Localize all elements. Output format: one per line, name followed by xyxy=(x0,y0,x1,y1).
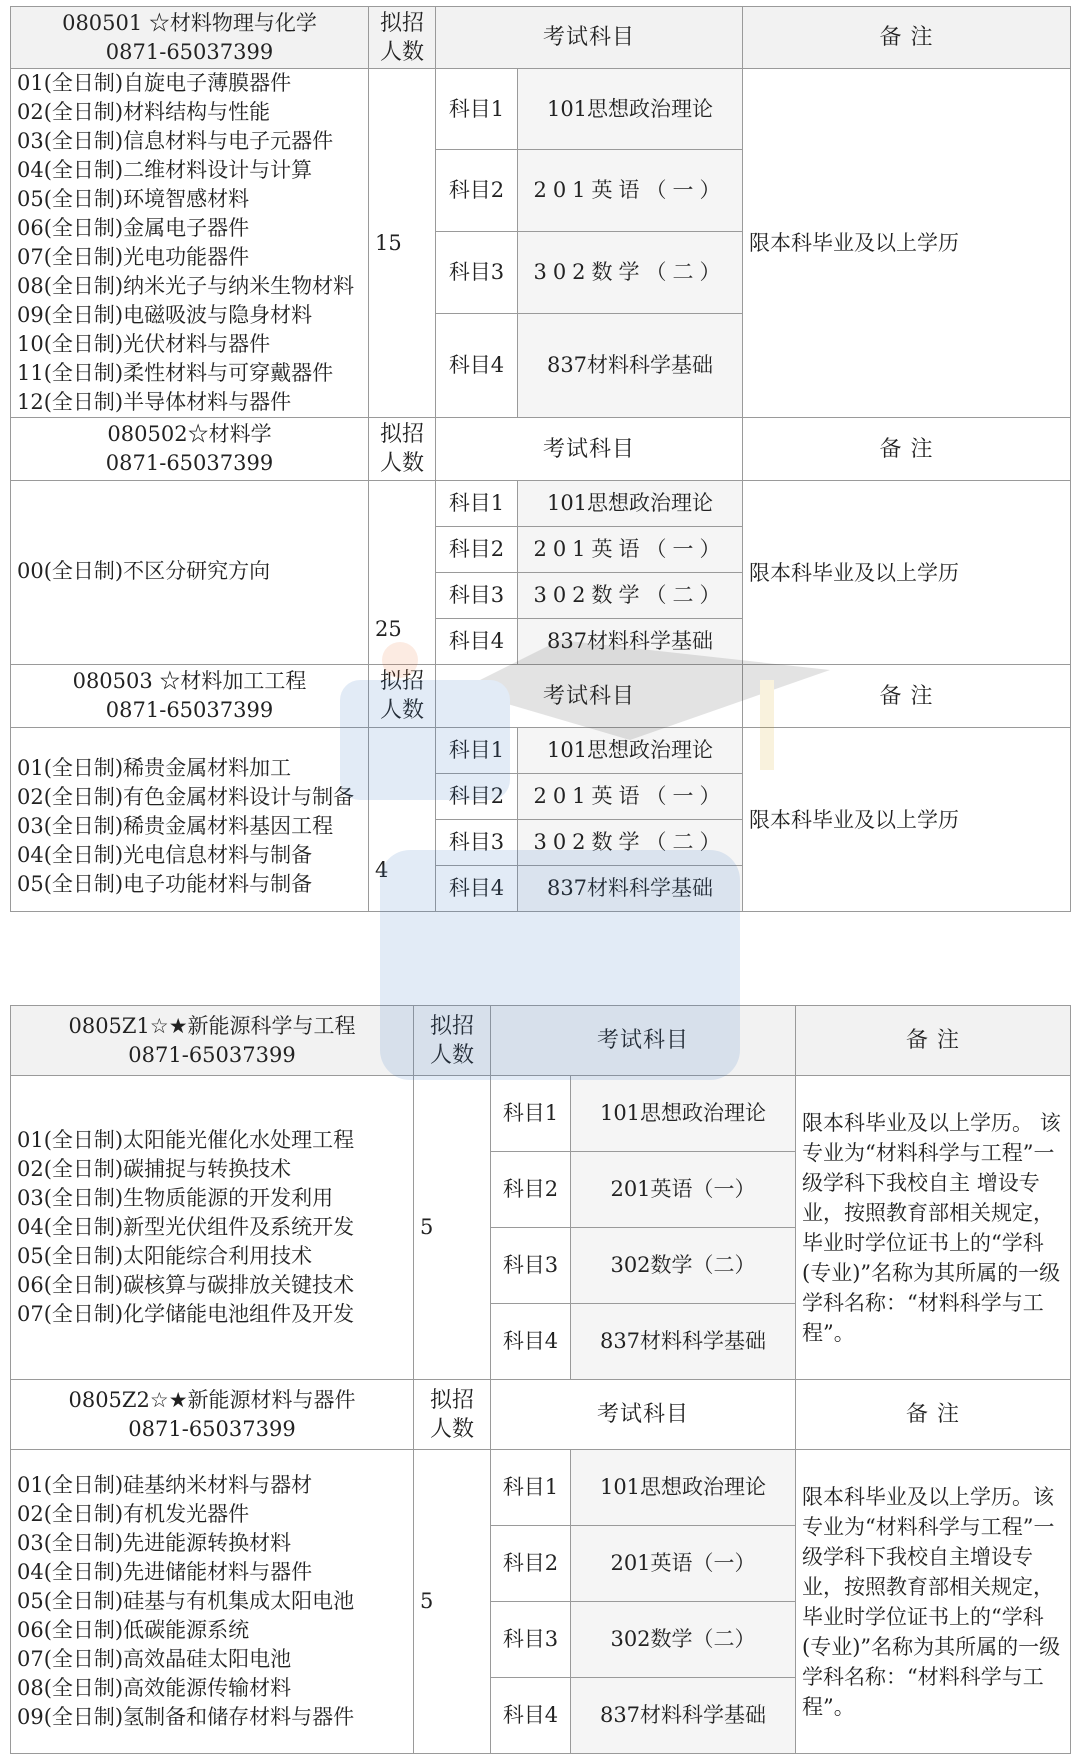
direction-item: 01(全日制)稀贵金属材料加工 xyxy=(17,756,292,780)
subject-name: 101思想政治理论 xyxy=(518,728,743,774)
subject-label: 科目1 xyxy=(436,728,518,774)
exam-header: 考试科目 xyxy=(491,1006,796,1076)
subject-name: 302数学（二） xyxy=(571,1602,796,1678)
subject-label: 科目2 xyxy=(436,150,518,231)
enrollment-count: 15 xyxy=(369,69,436,418)
count-header: 拟招 人数 xyxy=(369,7,436,69)
note-header: 备 注 xyxy=(796,1006,1071,1076)
direction-item: 08(全日制)纳米光子与纳米生物材料 xyxy=(17,274,355,298)
direction-item: 05(全日制)电子功能材料与制备 xyxy=(17,872,313,896)
subject-name: 201英语（一） xyxy=(571,1152,796,1228)
subject-label: 科目4 xyxy=(491,1304,571,1380)
direction-list xyxy=(11,69,369,418)
subject-name: 101思想政治理论 xyxy=(571,1450,796,1526)
subject-label: 科目4 xyxy=(436,313,518,417)
exam-header: 考试科目 xyxy=(436,665,743,728)
count-header: 拟招 人数 xyxy=(414,1006,491,1076)
major-phone: 0871-65037399 xyxy=(128,1042,296,1067)
direction-item: 03(全日制)稀贵金属材料基因工程 xyxy=(17,814,334,838)
count-header: 拟招 人数 xyxy=(369,418,436,481)
subject-label: 科目3 xyxy=(436,573,518,619)
direction-item: 05(全日制)环境智感材料 xyxy=(17,187,250,211)
subject-label: 科目4 xyxy=(491,1678,571,1754)
direction-list xyxy=(11,728,369,912)
section-header xyxy=(11,1380,1071,1450)
direction-item: 03(全日制)生物质能源的开发利用 xyxy=(17,1186,334,1210)
direction-item: 12(全日制)半导体材料与器件 xyxy=(17,390,292,414)
exam-header: 考试科目 xyxy=(436,418,743,481)
subject-name: 837材料科学基础 xyxy=(571,1678,796,1754)
direction-list xyxy=(11,1450,414,1754)
major-phone: 0871-65037399 xyxy=(105,39,274,64)
direction-item: 08(全日制)高效能源传输材料 xyxy=(17,1676,292,1700)
remark: 限本科毕业及以上学历。 该专业为“材料科学与工程”一级学科下我校自主 增设专业，按照教育部相关规定，毕业时学位证书上的“学科(专业)”名称为其所属的一级学科名称：“材料科学与工程”。 xyxy=(796,1076,1071,1380)
subject-name: 201英语（一） xyxy=(518,527,743,573)
direction-item: 00(全日制)不区分研究方向 xyxy=(17,559,271,583)
direction-item: 02(全日制)有机发光器件 xyxy=(17,1502,250,1526)
major-code: 0805Z2☆★新能源材料与器件 xyxy=(68,1387,356,1412)
subject-label: 科目4 xyxy=(436,619,518,665)
enrollment-count: 25 xyxy=(369,481,436,665)
subject-name: 302数学（二） xyxy=(571,1228,796,1304)
direction-list xyxy=(11,481,369,665)
subject-label: 科目1 xyxy=(491,1450,571,1526)
direction-item: 06(全日制)金属电子器件 xyxy=(17,216,250,240)
major-code: 080501 ☆材料物理与化学 xyxy=(62,10,317,35)
remark: 限本科毕业及以上学历 xyxy=(743,481,1071,665)
subject-name: 837材料科学基础 xyxy=(518,619,743,665)
subject-name: 201英语（一） xyxy=(571,1526,796,1602)
enrollment-count: 5 xyxy=(414,1450,491,1754)
note-header: 备 注 xyxy=(743,665,1071,728)
subject-name: 837材料科学基础 xyxy=(518,313,743,417)
remark: 限本科毕业及以上学历 xyxy=(743,69,1071,418)
direction-item: 09(全日制)氢制备和储存材料与器件 xyxy=(17,1705,355,1729)
direction-item: 04(全日制)二维材料设计与计算 xyxy=(17,158,313,182)
admissions-table-2 xyxy=(10,1005,1071,1754)
major-code: 0805Z1☆★新能源科学与工程 xyxy=(68,1013,356,1038)
subject-label: 科目1 xyxy=(436,69,518,150)
subject-label: 科目2 xyxy=(436,527,518,573)
direction-item: 01(全日制)太阳能光催化水处理工程 xyxy=(17,1128,355,1152)
remark: 限本科毕业及以上学历。该专业为“材料科学与工程”一级学科下我校自主增设专业，按照教育部相关规定，毕业时学位证书上的“学科(专业)”名称为其所属的一级学科名称：“材料科学与工程”。 xyxy=(796,1450,1071,1754)
subject-label: 科目4 xyxy=(436,866,518,912)
section-header xyxy=(11,1006,1071,1076)
major-phone: 0871-65037399 xyxy=(105,451,274,475)
subject-label: 科目3 xyxy=(491,1602,571,1678)
direction-item: 06(全日制)低碳能源系统 xyxy=(17,1618,250,1642)
major-title-cell xyxy=(11,1006,414,1076)
note-header: 备 注 xyxy=(743,418,1071,481)
major-phone: 0871-65037399 xyxy=(128,1416,296,1441)
section-header xyxy=(11,665,1071,728)
count-header: 拟招 人数 xyxy=(369,665,436,728)
subject-name: 201英语（一） xyxy=(518,150,743,231)
direction-item: 04(全日制)光电信息材料与制备 xyxy=(17,843,313,867)
direction-item: 04(全日制)新型光伏组件及系统开发 xyxy=(17,1215,355,1239)
major-title-cell xyxy=(11,665,369,728)
subject-label: 科目2 xyxy=(436,774,518,820)
subject-label: 科目3 xyxy=(436,820,518,866)
subject-label: 科目1 xyxy=(491,1076,571,1152)
direction-list xyxy=(11,1076,414,1380)
subject-label: 科目2 xyxy=(491,1152,571,1228)
enrollment-count: 4 xyxy=(369,728,436,912)
subject-name: 837材料科学基础 xyxy=(518,866,743,912)
subject-name: 837材料科学基础 xyxy=(571,1304,796,1380)
major-phone: 0871-65037399 xyxy=(105,698,274,722)
admissions-table-1 xyxy=(10,6,1071,912)
enrollment-count: 5 xyxy=(414,1076,491,1380)
direction-item: 01(全日制)硅基纳米材料与器材 xyxy=(17,1473,313,1497)
direction-item: 07(全日制)高效晶硅太阳电池 xyxy=(17,1647,292,1671)
note-header: 备 注 xyxy=(796,1380,1071,1450)
subject-name: 201英语（一） xyxy=(518,774,743,820)
subject-label: 科目1 xyxy=(436,481,518,527)
direction-item: 07(全日制)光电功能器件 xyxy=(17,245,250,269)
direction-item: 02(全日制)材料结构与性能 xyxy=(17,100,271,124)
section-header xyxy=(11,7,1071,69)
major-title-cell xyxy=(11,418,369,481)
subject-name: 302数学（二） xyxy=(518,231,743,313)
direction-item: 10(全日制)光伏材料与器件 xyxy=(17,332,271,356)
direction-item: 05(全日制)硅基与有机集成太阳电池 xyxy=(17,1589,355,1613)
major-code: 080503 ☆材料加工工程 xyxy=(72,669,307,693)
note-header: 备 注 xyxy=(743,7,1071,69)
direction-item: 03(全日制)信息材料与电子元器件 xyxy=(17,129,334,153)
exam-header: 考试科目 xyxy=(491,1380,796,1450)
subject-name: 101思想政治理论 xyxy=(518,69,743,150)
direction-item: 03(全日制)先进能源转换材料 xyxy=(17,1531,292,1555)
direction-item: 02(全日制)碳捕捉与转换技术 xyxy=(17,1157,292,1181)
direction-item: 05(全日制)太阳能综合利用技术 xyxy=(17,1244,313,1268)
major-title-cell xyxy=(11,1380,414,1450)
subject-name: 101思想政治理论 xyxy=(571,1076,796,1152)
direction-item: 01(全日制)自旋电子薄膜器件 xyxy=(17,71,292,95)
direction-item: 02(全日制)有色金属材料设计与制备 xyxy=(17,785,355,809)
direction-item: 06(全日制)碳核算与碳排放关键技术 xyxy=(17,1273,355,1297)
subject-name: 302数学（二） xyxy=(518,573,743,619)
section-header xyxy=(11,418,1071,481)
direction-item: 11(全日制)柔性材料与可穿戴器件 xyxy=(17,361,334,385)
direction-item: 04(全日制)先进储能材料与器件 xyxy=(17,1560,313,1584)
direction-item: 07(全日制)化学储能电池组件及开发 xyxy=(17,1302,355,1326)
subject-label: 科目3 xyxy=(491,1228,571,1304)
direction-item: 09(全日制)电磁吸波与隐身材料 xyxy=(17,303,313,327)
subject-name: 302数学（二） xyxy=(518,820,743,866)
subject-label: 科目3 xyxy=(436,231,518,313)
count-header: 拟招 人数 xyxy=(414,1380,491,1450)
subject-label: 科目2 xyxy=(491,1526,571,1602)
remark: 限本科毕业及以上学历 xyxy=(743,728,1071,912)
subject-name: 101思想政治理论 xyxy=(518,481,743,527)
exam-header: 考试科目 xyxy=(436,7,743,69)
major-code: 080502☆材料学 xyxy=(107,422,272,446)
major-title-cell xyxy=(11,7,369,69)
